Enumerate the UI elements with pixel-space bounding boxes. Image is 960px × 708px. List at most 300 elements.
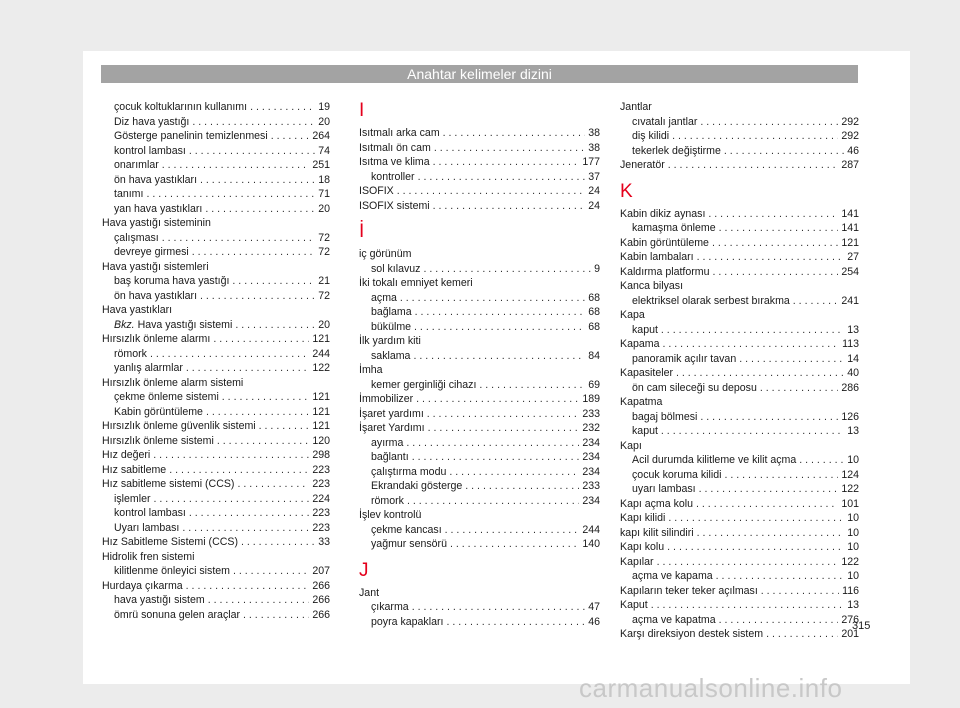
index-entry bbox=[102, 115, 330, 130]
leader-dots bbox=[205, 202, 315, 217]
index-entry-term: Hırsızlık önleme alarmı bbox=[102, 333, 211, 345]
index-heading: Kanca bilyası bbox=[620, 280, 684, 292]
index-entry-page: 292 bbox=[841, 130, 859, 142]
index-entry bbox=[102, 434, 330, 449]
index-entry-page: 254 bbox=[841, 265, 859, 278]
index-entry-term: ömrü sonuna gelen araçlar bbox=[114, 608, 241, 621]
index-entry bbox=[620, 144, 859, 159]
leader-dots bbox=[465, 479, 579, 494]
index-entry-term: baş koruma hava yastığı bbox=[114, 275, 230, 287]
leader-dots bbox=[413, 349, 585, 364]
index-entry-term: kamaşma önleme bbox=[632, 222, 716, 234]
index-entry-page: 207 bbox=[312, 565, 330, 577]
index-entry-term: Kaput bbox=[620, 599, 648, 611]
index-entry bbox=[359, 305, 600, 320]
index-entry-page: 72 bbox=[318, 289, 330, 302]
index-entry-term: Kapı kilidi bbox=[620, 512, 666, 524]
index-entry-page: 140 bbox=[582, 538, 600, 550]
index-entry-page: 69 bbox=[588, 378, 600, 391]
index-entry-page: 126 bbox=[841, 410, 859, 423]
index-entry bbox=[102, 506, 330, 521]
leader-dots bbox=[697, 526, 845, 541]
index-entry-page: 72 bbox=[318, 231, 330, 244]
index-entry-term: cıvatalı jantlar bbox=[632, 115, 698, 128]
index-entry-page: 122 bbox=[312, 362, 330, 374]
leader-dots bbox=[189, 506, 309, 521]
index-entry-page: 224 bbox=[312, 492, 330, 505]
index-entry bbox=[359, 600, 600, 615]
index-entry bbox=[359, 465, 600, 480]
leader-dots bbox=[182, 521, 309, 536]
index-entry bbox=[102, 521, 330, 536]
index-entry-term: bağlantı bbox=[371, 451, 409, 463]
index-entry-term: ön cam sileceği su deposu bbox=[632, 381, 757, 394]
index-entry-page: 38 bbox=[588, 127, 600, 139]
leader-dots bbox=[724, 144, 844, 159]
index-entry-term: Isıtmalı ön cam bbox=[359, 141, 431, 154]
index-entry-term: römork bbox=[371, 494, 404, 507]
leader-dots bbox=[233, 564, 309, 579]
index-entry bbox=[359, 291, 600, 306]
index-entry bbox=[102, 347, 330, 362]
index-entry bbox=[620, 482, 859, 497]
section-gap bbox=[359, 213, 600, 221]
leader-dots bbox=[716, 569, 845, 584]
index-entry-term: İmmobilizer bbox=[359, 393, 414, 405]
leader-dots bbox=[162, 231, 315, 246]
index-entry bbox=[620, 129, 859, 144]
index-entry-page: 19 bbox=[318, 101, 330, 113]
index-entry-term: Acil durumda kilitleme ve kilit açma bbox=[632, 454, 797, 466]
index-heading: Kapı bbox=[620, 439, 642, 452]
leader-dots bbox=[400, 291, 585, 306]
index-entry-term: kapı kilit silindiri bbox=[620, 526, 694, 539]
index-entry bbox=[620, 424, 859, 439]
index-entry bbox=[620, 410, 859, 425]
index-entry-page: 14 bbox=[847, 352, 859, 365]
index-entry-page: 120 bbox=[312, 434, 330, 447]
leader-dots bbox=[433, 155, 580, 170]
index-entry bbox=[620, 627, 859, 642]
index-entry-term: kilitlenme önleyici sistem bbox=[114, 565, 230, 577]
index-entry bbox=[102, 289, 330, 304]
index-entry-term: Isıtmalı arka cam bbox=[359, 127, 440, 139]
leader-dots bbox=[235, 318, 315, 333]
index-entry-page: 266 bbox=[312, 608, 330, 621]
index-entry-term: römork bbox=[114, 347, 147, 360]
index-entry-term: işlemler bbox=[114, 492, 151, 505]
index-entry-page: 68 bbox=[588, 291, 600, 304]
index-entry bbox=[620, 221, 859, 236]
index-entry-page: 298 bbox=[312, 449, 330, 461]
index-entry bbox=[102, 608, 330, 623]
leader-dots bbox=[397, 184, 585, 199]
index-entry-term: yağmur sensörü bbox=[371, 538, 447, 550]
index-entry bbox=[359, 170, 600, 185]
index-entry-page: 122 bbox=[841, 555, 859, 568]
index-entry-page: 21 bbox=[318, 275, 330, 287]
index-entry bbox=[102, 448, 330, 463]
leader-dots bbox=[676, 366, 844, 381]
index-entry bbox=[620, 294, 859, 309]
index-entry bbox=[620, 115, 859, 130]
index-entry-term: çalışması bbox=[114, 231, 159, 244]
index-entry-page: 234 bbox=[582, 494, 600, 507]
index-heading: Jant bbox=[359, 586, 380, 599]
leader-dots bbox=[739, 352, 844, 367]
leader-dots bbox=[217, 434, 309, 449]
index-entry-term: devreye girmesi bbox=[114, 246, 189, 258]
index-entry-page: 101 bbox=[841, 497, 859, 510]
index-entry bbox=[102, 158, 330, 173]
index-column-1 bbox=[102, 100, 330, 622]
index-entry-term: ISOFIX bbox=[359, 185, 394, 197]
leader-dots bbox=[719, 613, 839, 628]
index-entry-page: 189 bbox=[582, 393, 600, 405]
index-entry-term: panoramik açılır tavan bbox=[632, 352, 737, 365]
index-entry-page: 223 bbox=[312, 478, 330, 490]
index-entry-term: çalıştırma modu bbox=[371, 465, 447, 478]
index-entry-page: 223 bbox=[312, 463, 330, 476]
index-entry-page: 251 bbox=[312, 159, 330, 171]
section-letter: I bbox=[359, 100, 365, 121]
index-entry-term: ISOFIX sistemi bbox=[359, 199, 430, 212]
leader-dots bbox=[760, 381, 838, 396]
index-entry bbox=[620, 207, 859, 222]
index-entry-page: 20 bbox=[318, 318, 330, 331]
index-entry-term: hava yastığı sistem bbox=[114, 594, 205, 606]
index-entry-term: yanlış alarmlar bbox=[114, 362, 183, 374]
index-entry-page: 233 bbox=[582, 407, 600, 420]
index-entry bbox=[620, 337, 859, 352]
leader-dots bbox=[237, 477, 309, 492]
leader-dots bbox=[657, 555, 839, 570]
index-entry bbox=[102, 144, 330, 159]
leader-dots bbox=[241, 535, 315, 550]
section-letter: K bbox=[620, 180, 633, 202]
index-heading: Hava yastığı sisteminin bbox=[102, 217, 211, 229]
index-entry bbox=[620, 158, 859, 173]
index-entry bbox=[102, 390, 330, 405]
index-entry-page: 71 bbox=[318, 188, 330, 200]
index-entry bbox=[102, 477, 330, 492]
leader-dots bbox=[433, 199, 586, 214]
index-entry-term: Kabin lambaları bbox=[620, 251, 694, 263]
leader-dots bbox=[667, 540, 844, 555]
index-entry-term: çekme önleme sistemi bbox=[114, 391, 219, 403]
index-entry-term: bağlama bbox=[371, 306, 412, 318]
leader-dots bbox=[213, 332, 309, 347]
index-entry bbox=[359, 155, 600, 170]
index-entry bbox=[359, 262, 600, 277]
index-entry-page: 121 bbox=[312, 333, 330, 345]
index-entry-page: 40 bbox=[847, 367, 859, 379]
index-entry-term: açma ve kapatma bbox=[632, 613, 716, 626]
watermark: carmanualsonline.info bbox=[579, 673, 843, 703]
index-entry bbox=[359, 141, 600, 156]
index-entry bbox=[359, 320, 600, 335]
index-entry bbox=[620, 598, 859, 613]
leader-dots bbox=[672, 129, 838, 144]
index-entry-page: 24 bbox=[588, 185, 600, 197]
leader-dots bbox=[799, 453, 844, 468]
index-entry-page: 10 bbox=[847, 526, 859, 539]
leader-dots bbox=[725, 468, 839, 483]
index-entry bbox=[102, 463, 330, 478]
index-entry-term: bagaj bölmesi bbox=[632, 410, 698, 423]
index-entry-page: 234 bbox=[582, 451, 600, 463]
index-entry-page: 177 bbox=[582, 156, 600, 168]
leader-dots bbox=[412, 600, 586, 615]
index-entry-page: 223 bbox=[312, 507, 330, 519]
leader-dots bbox=[416, 392, 579, 407]
index-entry-page: 74 bbox=[318, 144, 330, 157]
index-entry bbox=[620, 584, 859, 599]
index-entry-text: Hava yastığı sistemi bbox=[137, 318, 233, 331]
index-entry bbox=[102, 492, 330, 507]
index-entry-page: 264 bbox=[312, 130, 330, 142]
index-entry-term: çıkarma bbox=[371, 601, 409, 613]
index-entry-term: Hız değeri bbox=[102, 449, 151, 461]
leader-dots bbox=[761, 584, 839, 599]
leader-dots bbox=[651, 598, 845, 613]
leader-dots bbox=[423, 262, 591, 277]
index-entry-page: 72 bbox=[318, 246, 330, 258]
index-entry-term: kaput bbox=[632, 323, 658, 336]
index-entry bbox=[620, 569, 859, 584]
index-entry bbox=[359, 537, 600, 552]
leader-dots bbox=[406, 436, 579, 451]
index-entry-page: 233 bbox=[582, 480, 600, 492]
index-entry-page: 141 bbox=[841, 222, 859, 234]
index-entry-term: Hız sabitleme bbox=[102, 463, 167, 476]
leader-dots bbox=[259, 419, 310, 434]
index-entry-term: kaput bbox=[632, 425, 658, 437]
page-header: Anahtar kelimeler dizini bbox=[101, 65, 858, 83]
index-entry bbox=[359, 494, 600, 509]
index-entry-page: 241 bbox=[841, 294, 859, 307]
index-entry bbox=[102, 361, 330, 376]
leader-dots bbox=[146, 187, 315, 202]
index-entry-term: çocuk koltuklarının kullanımı bbox=[114, 101, 248, 113]
index-entry-term: Kabin dikiz aynası bbox=[620, 207, 706, 220]
index-entry-term: ayırma bbox=[371, 436, 404, 449]
index-heading: Kapa bbox=[620, 309, 645, 321]
index-entry bbox=[620, 250, 859, 265]
index-entry-term: kontrol lambası bbox=[114, 144, 186, 157]
leader-dots bbox=[662, 337, 839, 352]
leader-dots bbox=[169, 463, 309, 478]
index-entry bbox=[359, 407, 600, 422]
leader-dots bbox=[661, 424, 844, 439]
index-entry-page: 141 bbox=[841, 207, 859, 220]
index-entry bbox=[102, 535, 330, 550]
index-entry bbox=[620, 497, 859, 512]
index-entry-page: 234 bbox=[582, 436, 600, 449]
index-entry bbox=[620, 526, 859, 541]
index-entry bbox=[102, 245, 330, 260]
leader-dots bbox=[668, 158, 839, 173]
index-entry-term: çekme kancası bbox=[371, 523, 442, 536]
index-heading: Hava yastığı sistemleri bbox=[102, 260, 209, 273]
leader-dots bbox=[407, 494, 579, 509]
index-entry-page: 24 bbox=[588, 199, 600, 212]
index-entry-term: çocuk koruma kilidi bbox=[632, 468, 722, 481]
index-entry-term: Hız sabitleme sistemi (CCS) bbox=[102, 478, 235, 490]
index-entry bbox=[620, 453, 859, 468]
index-entry-prefix: Bkz. bbox=[114, 318, 135, 331]
index-entry-page: 286 bbox=[841, 381, 859, 394]
leader-dots bbox=[243, 608, 309, 623]
index-entry-term bbox=[114, 318, 235, 333]
leader-dots bbox=[192, 245, 315, 260]
index-entry-page: 20 bbox=[318, 202, 330, 215]
index-entry-page: 201 bbox=[841, 628, 859, 640]
section-letter: İ bbox=[359, 221, 365, 242]
leader-dots bbox=[232, 274, 315, 289]
index-heading: İlk yardım kiti bbox=[359, 335, 421, 347]
index-entry-page: 18 bbox=[318, 173, 330, 186]
leader-dots bbox=[434, 141, 585, 156]
leader-dots bbox=[712, 236, 838, 251]
leader-dots bbox=[414, 320, 585, 335]
index-entry bbox=[359, 421, 600, 436]
index-entry bbox=[102, 579, 330, 594]
index-entry-page: 232 bbox=[582, 422, 600, 434]
index-entry-page: 10 bbox=[847, 570, 859, 582]
index-entry-term: tanımı bbox=[114, 188, 144, 200]
index-entry-page: 121 bbox=[312, 420, 330, 432]
index-entry bbox=[359, 184, 600, 199]
index-entry-term: Karşı direksiyon destek sistem bbox=[620, 628, 764, 640]
index-entry-page: 27 bbox=[847, 251, 859, 263]
index-entry-term: İşaret yardımı bbox=[359, 407, 424, 420]
index-entry-page: 266 bbox=[312, 579, 330, 592]
index-entry bbox=[359, 392, 600, 407]
index-entry bbox=[620, 613, 859, 628]
leader-dots bbox=[206, 405, 309, 420]
index-entry-term: Kapama bbox=[620, 338, 660, 350]
index-entry-page: 13 bbox=[847, 599, 859, 611]
leader-dots bbox=[479, 378, 585, 393]
index-heading: İşlev kontrolü bbox=[359, 509, 422, 521]
leader-dots bbox=[222, 390, 310, 405]
index-entry bbox=[620, 555, 859, 570]
index-entry-term: Kapasiteler bbox=[620, 367, 673, 379]
leader-dots bbox=[271, 129, 310, 144]
index-entry bbox=[102, 405, 330, 420]
leader-dots bbox=[700, 410, 838, 425]
index-entry-page: 38 bbox=[588, 141, 600, 154]
leader-dots bbox=[668, 511, 844, 526]
index-entry-term: Isıtma ve klima bbox=[359, 156, 430, 168]
index-entry bbox=[102, 202, 330, 217]
index-entry-page: 276 bbox=[841, 613, 859, 626]
index-entry bbox=[102, 187, 330, 202]
index-entry bbox=[102, 100, 330, 115]
leader-dots bbox=[713, 265, 839, 280]
index-entry-page: 10 bbox=[847, 541, 859, 553]
index-entry bbox=[102, 332, 330, 347]
index-entry-term: Kaldırma platformu bbox=[620, 265, 710, 278]
index-entry-term: Jeneratör bbox=[620, 159, 665, 171]
index-entry-page: 68 bbox=[588, 320, 600, 333]
index-entry bbox=[620, 323, 859, 338]
index-entry-term: Hız Sabitleme Sistemi (CCS) bbox=[102, 536, 238, 548]
index-entry-page: 13 bbox=[847, 323, 859, 336]
index-entry-page: 116 bbox=[842, 584, 859, 597]
index-entry-page: 33 bbox=[318, 536, 330, 548]
leader-dots bbox=[427, 407, 580, 422]
index-entry-term: Kabin görüntüleme bbox=[114, 405, 203, 418]
index-entry bbox=[359, 479, 600, 494]
leader-dots bbox=[443, 126, 586, 141]
leader-dots bbox=[697, 250, 845, 265]
index-entry bbox=[620, 540, 859, 555]
index-entry-page: 244 bbox=[582, 523, 600, 536]
index-entry bbox=[102, 274, 330, 289]
leader-dots bbox=[200, 289, 315, 304]
index-entry bbox=[359, 450, 600, 465]
index-entry bbox=[102, 129, 330, 144]
index-entry bbox=[620, 366, 859, 381]
leader-dots bbox=[208, 593, 310, 608]
index-entry-term: Hurdaya çıkarma bbox=[102, 579, 183, 592]
page-number: 315 bbox=[852, 620, 871, 632]
index-entry bbox=[359, 523, 600, 538]
index-heading: iç görünüm bbox=[359, 248, 412, 260]
index-entry-page: 121 bbox=[841, 236, 859, 249]
leader-dots bbox=[192, 115, 315, 130]
index-entry-page: 122 bbox=[841, 483, 859, 495]
index-heading: Hava yastıkları bbox=[102, 304, 173, 316]
index-entry bbox=[359, 126, 600, 141]
index-entry-term: saklama bbox=[371, 349, 411, 362]
index-entry bbox=[102, 231, 330, 246]
index-entry bbox=[620, 352, 859, 367]
index-entry-term: ön hava yastıkları bbox=[114, 289, 198, 302]
index-entry-term: Hırsızlık önleme güvenlik sistemi bbox=[102, 420, 256, 432]
leader-dots bbox=[719, 221, 839, 236]
index-entry bbox=[102, 564, 330, 579]
index-heading: İki tokalı emniyet kemeri bbox=[359, 277, 473, 289]
leader-dots bbox=[708, 207, 838, 222]
index-heading: Hidrolik fren sistemi bbox=[102, 550, 195, 563]
section-gap bbox=[620, 173, 859, 181]
index-heading: Jantlar bbox=[620, 101, 652, 113]
index-entry-term: Kapı kolu bbox=[620, 541, 665, 553]
index-entry-term: Kapıların teker teker açılması bbox=[620, 584, 758, 597]
index-entry-term: bükülme bbox=[371, 320, 412, 333]
index-entry-page: 244 bbox=[312, 347, 330, 360]
index-entry-page: 46 bbox=[588, 615, 600, 628]
leader-dots bbox=[415, 305, 586, 320]
index-entry-term: kontrol lambası bbox=[114, 507, 186, 519]
index-entry bbox=[620, 511, 859, 526]
index-entry bbox=[620, 236, 859, 251]
index-entry-term: kemer gerginliği cihazı bbox=[371, 378, 477, 391]
index-column-3 bbox=[620, 100, 859, 642]
index-entry-page: 287 bbox=[841, 159, 859, 171]
leader-dots bbox=[699, 482, 839, 497]
leader-dots bbox=[428, 421, 580, 436]
leader-dots bbox=[412, 450, 580, 465]
index-entry-page: 266 bbox=[312, 594, 330, 606]
index-entry bbox=[359, 615, 600, 630]
index-entry-page: 47 bbox=[588, 601, 600, 613]
index-entry-page: 121 bbox=[312, 391, 330, 403]
index-entry-page: 13 bbox=[847, 425, 859, 437]
